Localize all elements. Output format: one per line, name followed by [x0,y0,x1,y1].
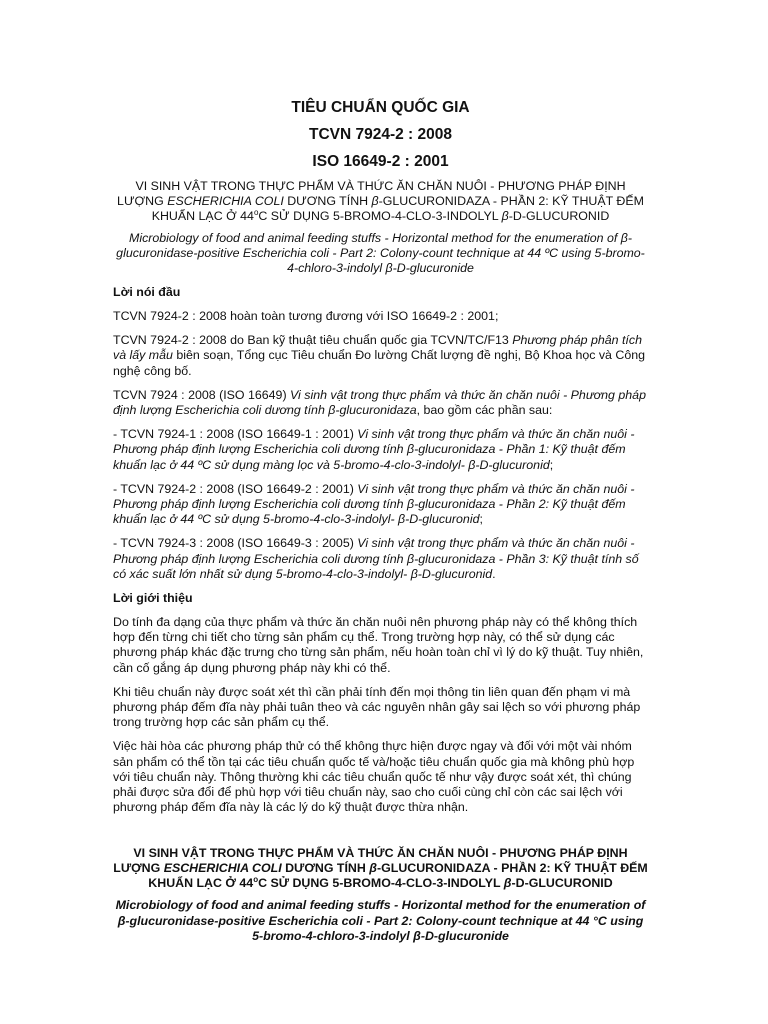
vietnamese-title: VI SINH VẬT TRONG THỰC PHẨM VÀ THỨC ĂN CHĂN NUÔI - PHƯƠNG PHÁP ĐỊNH LƯỢNG ESCHERICHIA COLI DƯƠNG TÍNH β-GLUCURONIDAZA - PHẦN 2: KỸ THUẬT ĐẾM KHUẨN LẠC Ở 44$^o$C SỬ DỤNG 5-BROMO-4-CLO-3-INDOLYL β-D-GLUCURONID [117,179,644,223]
standard-part-3: - TCVN 7924-3 : 2008 (ISO 16649-3 : 2005) Vi sinh vật trong thực phẩm và thức ăn chăn nuôi - Phương pháp định lượng Escherichia coli dương tính β-glucuronidaza - Phần 3: Kỹ thuật tính số có xác suất lớn nhất sử dụng 5-bromo-4-clo-3-indolyl- β-D-glucuronid. [113,536,639,581]
introduction-para-1: Do tính đa dạng của thực phẩm và thức ăn chăn nuôi nên phương pháp này có thể không thích hợp đến từng chi tiết cho từng sản phẩm cụ thể. Trong trường hợp này, có thể sử dụng các phương pháp khác đặc trưng cho từng sản phẩm, nếu hoàn toàn chỉ vì lý do kỹ thuật. Tuy nhiên, cần cố gắng áp dụng phương pháp này khi có thể. [113,615,644,675]
tcvn-number: TCVN 7924-2 : 2008 [308,126,453,143]
section-vietnamese-title: VI SINH VẬT TRONG THỰC PHẨM VÀ THỨC ĂN CHĂN NUÔI - PHƯƠNG PHÁP ĐỊNH LƯỢNG ESCHERICHIA COLI DƯƠNG TÍNH β-GLUCURONIDAZA - PHẦN 2: KỸ THUẬT ĐẾM KHUẨN LẠC Ở 44$^o$C SỬ DỤNG 5-BROMO-4-CLO-3-INDOLYL β-D-GLUCURONID [113,846,648,891]
section-english-title: Microbiology of food and animal feeding stuffs - Horizontal method for the enumeration of β-glucuronidase-positive Escherichia coli - Part 2: Colony-count technique at 44 °C using 5-bromo-4-chloro-3-indolyl β-D-glucuronide [115,898,646,944]
foreword-para-1: TCVN 7924-2 : 2008 hoàn toàn tương đương với ISO 16649-2 : 2001; [113,309,499,323]
standard-part-2: - TCVN 7924-2 : 2008 (ISO 16649-2 : 2001) Vi sinh vật trong thực phẩm và thức ăn chăn nuôi - Phương pháp định lượng Escherichia coli dương tính β-glucuronidaza - Phần 2: Kỹ thuật đếm khuẩn lạc ở 44 ºC sử dụng 5-bromo-4-clo-3-indolyl- β-D-glucuronid; [113,481,635,527]
english-title: Microbiology of food and animal feeding stuffs - Horizontal method for the enumeration of β-glucuronidase-positive Escherichia coli - Part 2: Colony-count technique at 44 ºC using 5-bromo-4-chloro-3-indolyl β-D-glucuronide [116,231,645,275]
foreword-heading: Lời nói đầu [113,285,181,299]
introduction-heading: Lời giới thiệu [113,591,193,606]
standard-part-1: - TCVN 7924-1 : 2008 (ISO 16649-1 : 2001) Vi sinh vật trong thực phẩm và thức ăn chăn nuôi - Phương pháp định lượng Escherichia coli dương tính β-glucuronidaza - Phần 1: Kỹ thuật đếm khuẩn lạc ở 44 ºC sử dụng màng lọc và 5-bromo-4-clo-3-indolyl- β-D-glucuronid; [113,427,635,472]
foreword-para-2: TCVN 7924-2 : 2008 do Ban kỹ thuật tiêu chuẩn quốc gia TCVN/TC/F13 Phương pháp phân tích và lấy mẫu biên soạn, Tổng cục Tiêu chuẩn Đo lường Chất lượng đề nghị, Bộ Khoa học và Công nghệ công bố. [113,333,646,378]
introduction-para-3: Việc hài hòa các phương pháp thử có thể không thực hiện được ngay và đối với một vài nhóm sản phẩm có thể tồn tại các tiêu chuẩn quốc tế và/hoặc tiêu chuẩn quốc gia mà không phù hợp với tiêu chuẩn này. Thông thường khi các tiêu chuẩn quốc tế như vậy được soát xét, thì chúng phải được sửa đổi để phù hợp với tiêu chuẩn này, sao cho cuối cùng chỉ còn các sai lệch với phương pháp đếm đĩa này là các lý do kỹ thuật được thừa nhận. [113,739,635,815]
section-spacer [113,824,648,846]
introduction-para-2: Khi tiêu chuẩn này được soát xét thì cần phải tính đến mọi thông tin liên quan đến phạm vi mà phương pháp đếm đĩa này phải tuân theo và các nguyên nhân gây sai lệch so với phương pháp trong trường hợp các sản phẩm cụ thể. [113,684,641,730]
national-standard-title: TIÊU CHUẨN QUỐC GIA [291,99,470,116]
foreword-para-3: TCVN 7924 : 2008 (ISO 16649) Vi sinh vật trong thực phẩm và thức ăn chăn nuôi - Phương pháp định lượng Escherichia coli dương tính β-glucuronidaza, bao gồm các phần sau: [113,387,646,418]
iso-number: ISO 16649-2 : 2001 [312,153,449,170]
